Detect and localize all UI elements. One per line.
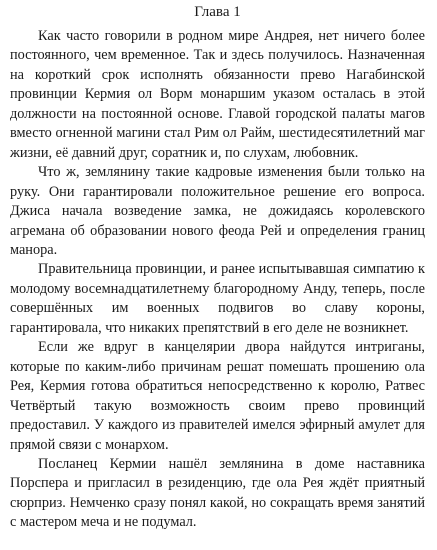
paragraph-2: Что ж, землянину такие кадровые изменения были только на руку. Они гарантировали положительное решение его вопроса. Джиса начала возведение замка, не дожидаясь королевского агремана об образовании нового феода Рей и определения границ манора. [10, 164, 425, 258]
paragraph-3: Правительница провинции, и ранее испытывавшая симпатию к молодому восемнадцатилетнему благородному Анду, теперь, после совершённых им военных подвигов во славу короны, гарантировала, что никаких препятствий в его деле не возникнет. [10, 261, 425, 336]
paragraph-4: Если же вдруг в канцелярии двора найдутся интриганы, которые по каким-либо причинам решат помешать прошению ола Рея, Кермия готова обратиться непосредственно к королю, Ратвес Четвёртый такую возможность своим прево провинций предоставил. У каждого из правителей имелся эфирный амулет для прямой связи с монархом. [10, 339, 425, 453]
paragraph-5: Посланец Кермии нашёл землянина в доме наставника Порспера и пригласил в резиденцию, где ола Рея ждёт приятный сюрприз. Немченко сразу понял какой, но сокращать время занятий с мастером меча и не подумал. [10, 455, 425, 531]
paragraph-1: Как часто говорили в родном мире Андрея, нет ничего более постоянного, чем временное. Так и здесь получилось. Назначенная на короткий срок исполнять обязанности прево Нагабинской провинции Кермия ол Ворм монаршим указом осталась в этой должности на постоянной основе. Главой городской палаты магов вместо огненной магини стал Рим ол Райм, шестидесятилетний маг жизни, её давний друг, соратник и, по слухам, любовник. [10, 28, 425, 161]
chapter-title: Глава 1 [194, 4, 241, 20]
chapter-body [10, 27, 425, 533]
